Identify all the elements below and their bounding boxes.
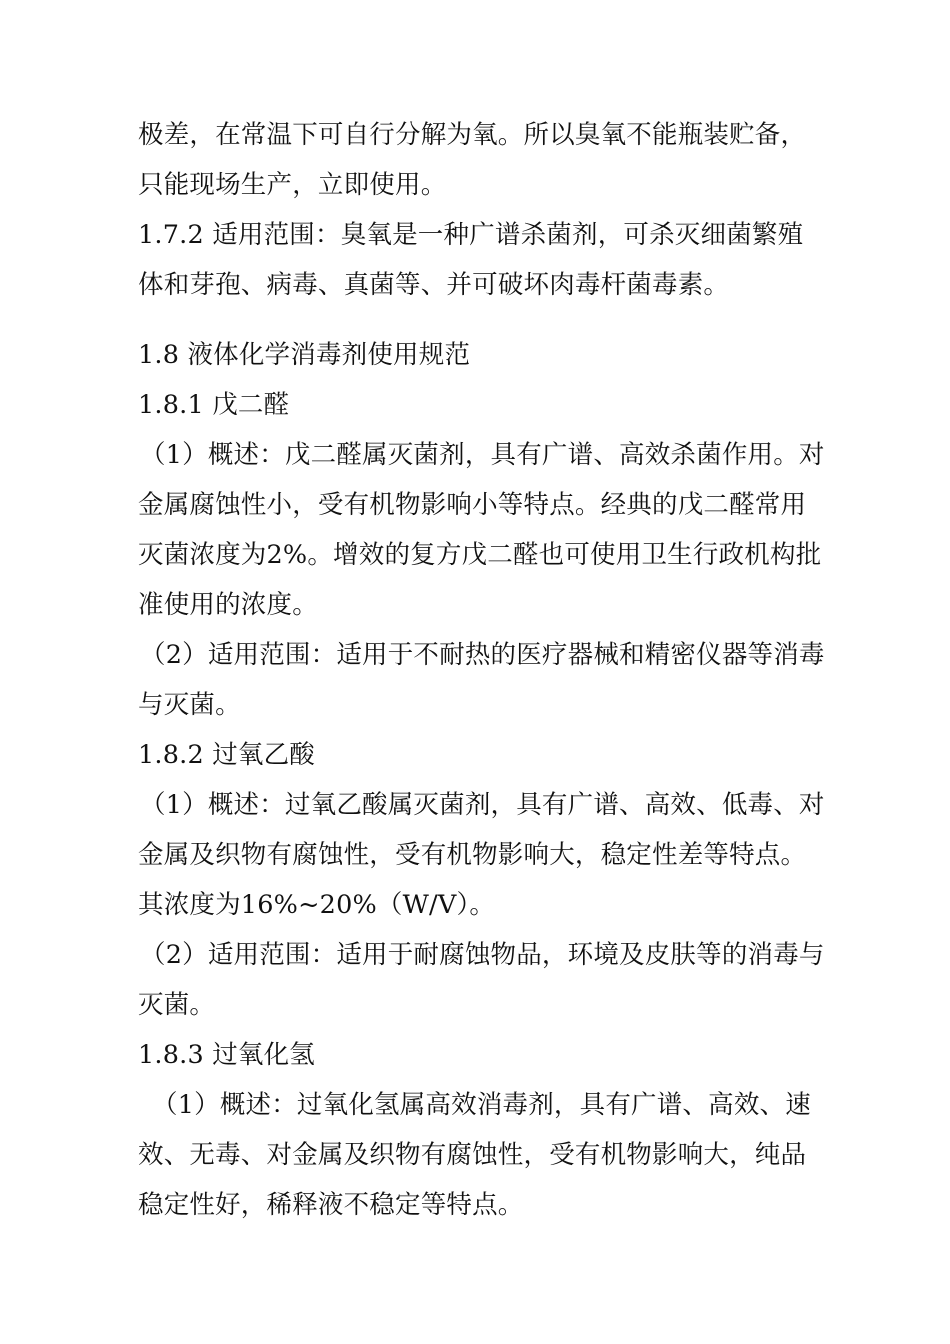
paragraph-line: （1）概述：过氧化氢属高效消毒剂，具有广谱、高效、速 [152, 1090, 811, 1120]
text-line: 只能现场生产，立即使用。 [138, 170, 447, 200]
text-line: 体和芽孢、病毒、真菌等、并可破坏肉毒杆菌毒素。 [138, 270, 730, 300]
section-heading-1-7-2: 1.7.2 适用范围：臭氧是一种广谱杀菌剂，可杀灭细菌繁殖 [138, 220, 804, 250]
section-heading-1-8-1: 1.8.1 戊二醛 [138, 390, 290, 420]
paragraph-line: 金属及织物有腐蚀性，受有机物影响大，稳定性差等特点。 [138, 840, 807, 870]
paragraph-line: （2）适用范围：适用于不耐热的医疗器械和精密仪器等消毒 [140, 640, 825, 670]
paragraph-line: 效、无毒、对金属及织物有腐蚀性，受有机物影响大，纯品 [138, 1140, 807, 1170]
paragraph-line: （1）概述：戊二醛属灭菌剂，具有广谱、高效杀菌作用。对 [140, 440, 825, 470]
paragraph-line: （2）适用范围：适用于耐腐蚀物品，环境及皮肤等的消毒与 [140, 940, 825, 970]
section-heading-1-8: 1.8 液体化学消毒剂使用规范 [138, 340, 471, 370]
paragraph-line: 其浓度为16%~20%（W/V）。 [138, 890, 496, 920]
paragraph-line: 金属腐蚀性小，受有机物影响小等特点。经典的戊二醛常用 [138, 490, 807, 520]
paragraph-line: 与灭菌。 [138, 690, 241, 720]
paragraph-line: 灭菌浓度为2%。增效的复方戊二醛也可使用卫生行政机构批 [138, 540, 822, 570]
paragraph-line: 准使用的浓度。 [138, 590, 318, 620]
paragraph-line: （1）概述：过氧乙酸属灭菌剂，具有广谱、高效、低毒、对 [140, 790, 825, 820]
section-heading-1-8-2: 1.8.2 过氧乙酸 [138, 740, 315, 770]
paragraph-line: 灭菌。 [138, 990, 216, 1020]
section-heading-1-8-3: 1.8.3 过氧化氢 [138, 1040, 315, 1070]
text-line: 极差，在常温下可自行分解为氧。所以臭氧不能瓶装贮备， [138, 120, 807, 150]
paragraph-line: 稳定性好，稀释液不稳定等特点。 [138, 1190, 524, 1220]
